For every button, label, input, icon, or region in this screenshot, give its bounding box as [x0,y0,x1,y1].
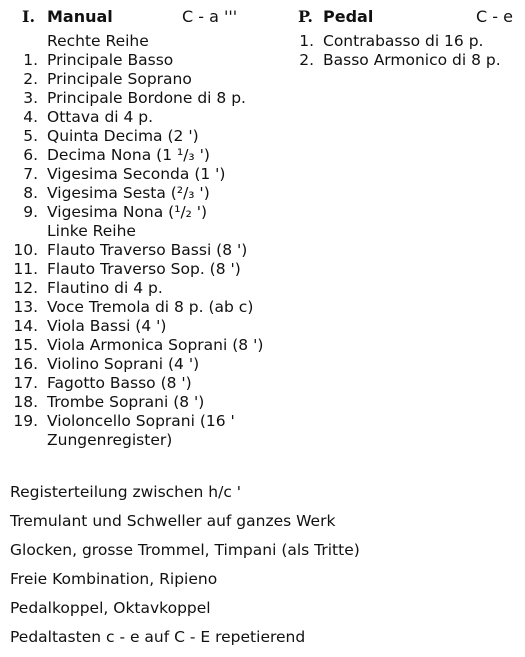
manual-stop [0,51,290,70]
stop-name: Violoncello Soprani (16 ' [47,412,235,430]
stop-name: Viola Armonica Soprani (8 ') [47,336,264,354]
manual-range: C - a ''' [182,7,238,26]
stop-name: Vigesima Nona (¹/₂ ') [47,203,208,221]
note-pedal-keys: Pedaltasten c - e auf C - E repetierend [10,628,306,646]
note-couplers: Pedalkoppel, Oktavkoppel [10,599,211,617]
manual-stop [0,146,290,165]
stop-number: 18. [13,393,38,411]
stop-name: Ottava di 4 p. [47,108,154,126]
manual-stop-continuation [0,431,290,450]
manual-stop [0,298,290,317]
stop-number: 2. [299,51,314,69]
manual-stop [0,70,290,89]
manual-numeral: I. [22,7,36,26]
note-tremulant: Tremulant und Schweller auf ganzes Werk [10,512,336,530]
stop-name: Principale Soprano [47,70,192,88]
note-combination: Freie Kombination, Ripieno [10,570,218,588]
manual-stop [0,336,290,355]
manual-stop [0,355,290,374]
manual-right-group-label: Rechte Reihe [47,32,149,50]
pedal-stop-list [276,0,525,80]
pedal-range: C - e [476,7,513,26]
manual-stop [0,241,290,260]
stop-name: Principale Bordone di 8 p. [47,89,246,107]
manual-stop [0,374,290,393]
manual-stop [0,279,290,298]
manual-stop [0,108,290,127]
pedal-stop [276,51,525,70]
stop-name: Vigesima Sesta (²/₃ ') [47,184,210,202]
stop-name: Flauto Traverso Bassi (8 ') [47,241,248,259]
manual-stop [0,317,290,336]
stop-name: Zungenregister) [47,431,173,449]
manual-stop [0,184,290,203]
stop-name: Fagotto Basso (8 ') [47,374,192,392]
stop-number: 13. [13,298,38,316]
stop-number: 16. [13,355,38,373]
manual-stop [0,127,290,146]
stop-number: 5. [23,127,38,145]
manual-stop-list [0,0,290,460]
manual-stop [0,260,290,279]
stop-name: Flauto Traverso Sop. (8 ') [47,260,241,278]
manual-stop [0,165,290,184]
stop-number: 9. [23,203,38,221]
note-percussion: Glocken, grosse Trommel, Timpani (als Tritte) [10,541,360,559]
stop-number: 11. [13,260,38,278]
stop-number: 2. [23,70,38,88]
stop-number: 7. [23,165,38,183]
manual-stop [0,393,290,412]
pedal-title: Pedal [323,7,374,26]
stop-number: 4. [23,108,38,126]
stop-name: Vigesima Seconda (1 ') [47,165,226,183]
manual-stop [0,412,290,431]
stop-name: Decima Nona (1 ¹/₃ ') [47,146,210,164]
stop-number: 19. [13,412,38,430]
stop-name: Trombe Soprani (8 ') [47,393,205,411]
manual-title: Manual [47,7,113,26]
stop-name: Principale Basso [47,51,174,69]
stop-number: 8. [23,184,38,202]
manual-stop [0,203,290,222]
stop-number: 17. [13,374,38,392]
stop-number: 10. [13,241,38,259]
stop-number: 6. [23,146,38,164]
stop-number: 3. [23,89,38,107]
stop-name: Viola Bassi (4 ') [47,317,167,335]
manual-stop [0,89,290,108]
stop-number: 14. [13,317,38,335]
manual-left-group-label: Linke Reihe [47,222,136,240]
stop-number: 12. [13,279,38,297]
pedal-numeral: P. [298,7,313,26]
note-register-split: Registerteilung zwischen h/c ' [10,483,242,501]
stop-number: 1. [299,32,314,50]
stop-name: Quinta Decima (2 ') [47,127,199,145]
stop-name: Violino Soprani (4 ') [47,355,200,373]
stop-name: Voce Tremola di 8 p. (ab c) [47,298,254,316]
stop-number: 15. [13,336,38,354]
stop-name: Contrabasso di 16 p. [323,32,484,50]
stop-name: Basso Armonico di 8 p. [323,51,501,69]
pedal-stop [276,32,525,51]
stop-number: 1. [23,51,38,69]
stop-name: Flautino di 4 p. [47,279,163,297]
